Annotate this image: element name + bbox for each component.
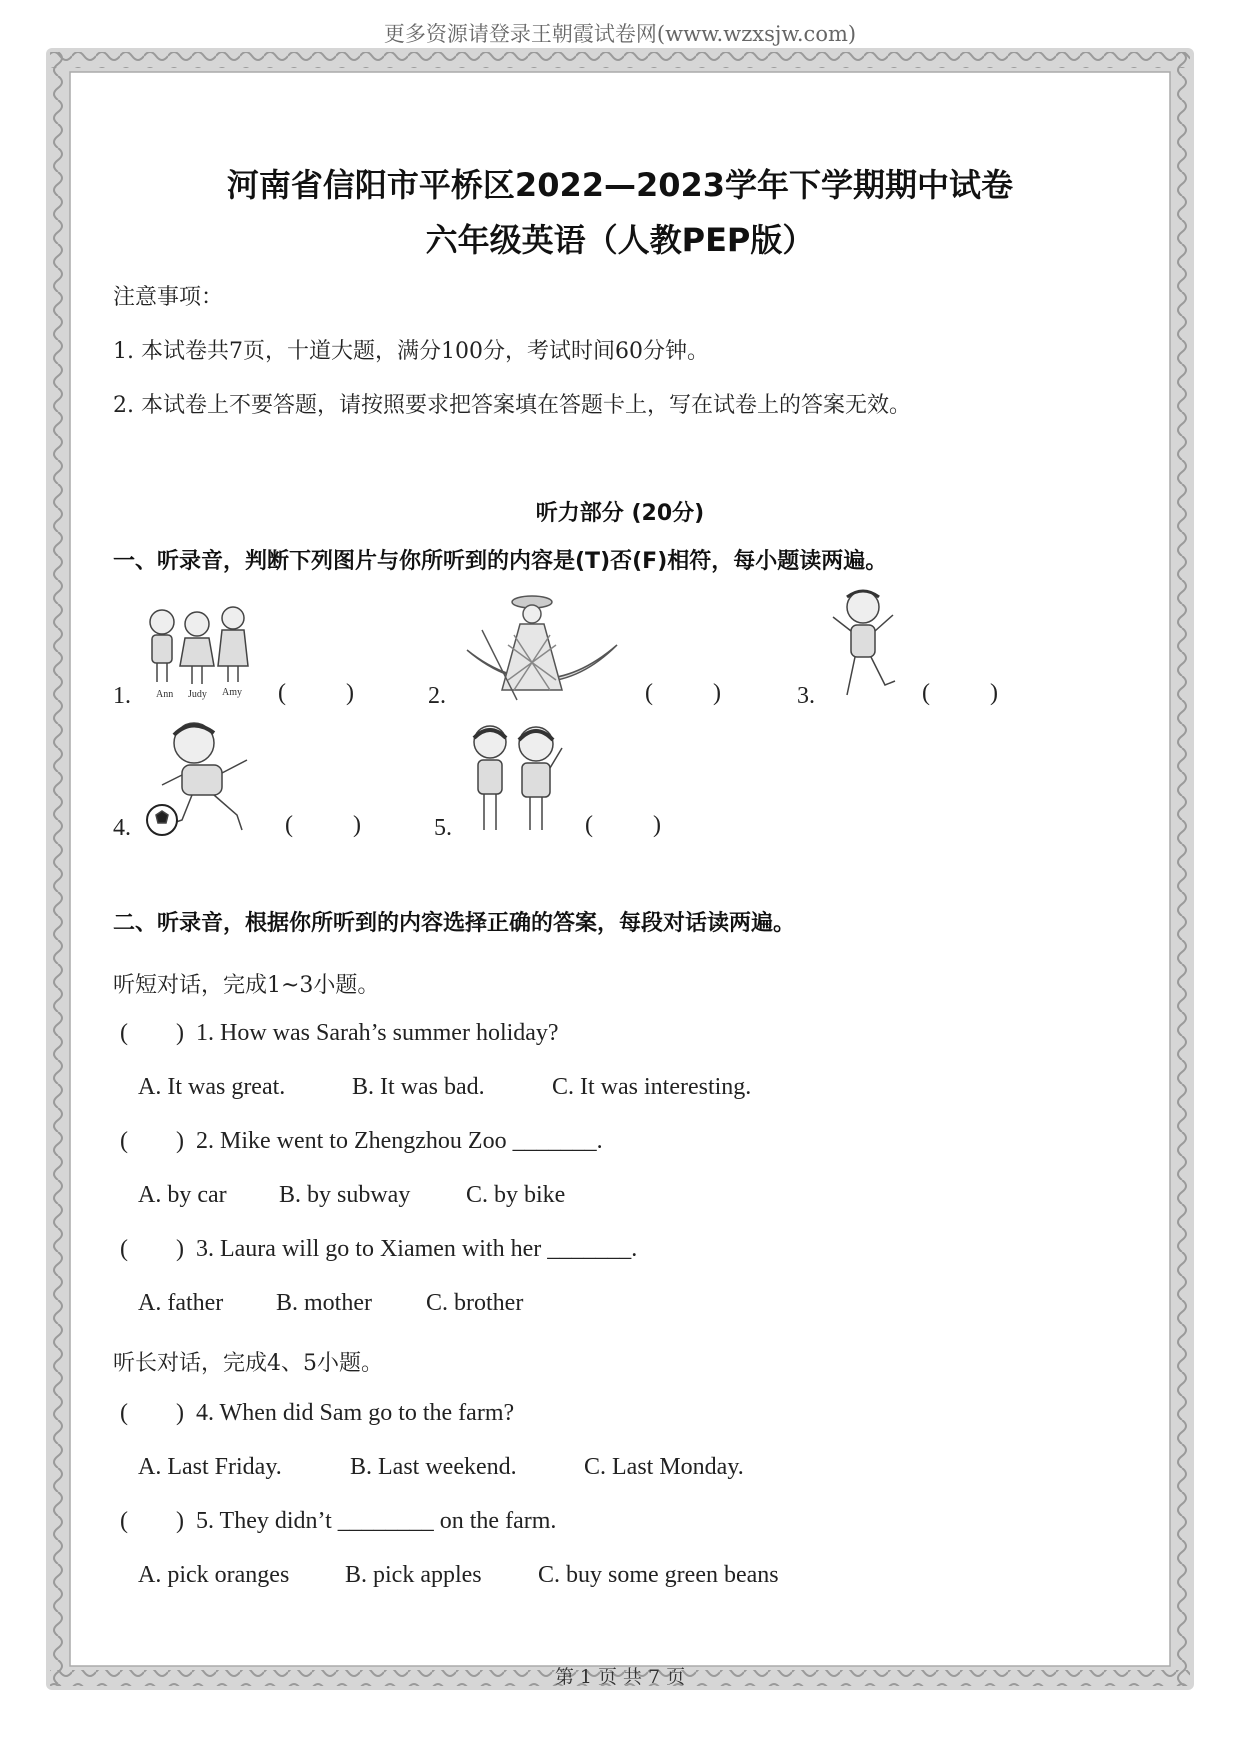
page-footer: 第 1 页 共 7 页 xyxy=(554,1666,686,1688)
note-item: 2. 本试卷上不要答题，请按照要求把答案填在答题卡上，写在试卷上的答案无效。 xyxy=(113,393,911,418)
answer-paren: ( ) xyxy=(645,680,721,706)
option-c: C. buy some green beans xyxy=(538,1562,779,1588)
option-a: A. It was great. xyxy=(138,1074,286,1100)
options-row xyxy=(138,1182,565,1209)
caption-ann: Ann xyxy=(156,689,174,700)
option-b: B. Last weekend. xyxy=(350,1454,517,1480)
answer-paren: ( ) xyxy=(922,680,998,706)
question-4: ( ) 4. When did Sam go to the farm? xyxy=(120,1400,515,1426)
watermark-text: 更多资源请登录王朝霞试卷网(www.wzxsjw.com) xyxy=(383,22,857,46)
caption-amy: Amy xyxy=(222,687,242,698)
options-row xyxy=(138,1290,523,1317)
long-dialogue-intro: 听长对话，完成4、5小题。 xyxy=(113,1351,383,1376)
short-dialogue-intro: 听短对话，完成1~3小题。 xyxy=(113,973,380,998)
picture-number: 2. xyxy=(428,683,446,709)
jumping-girl-icon xyxy=(825,585,905,705)
option-b: B. by subway xyxy=(279,1182,411,1208)
option-a: A. Last Friday. xyxy=(138,1454,282,1480)
exam-subtitle: 六年级英语（人教PEP版） xyxy=(425,221,815,259)
question-5: ( ) 5. They didn’t ________ on the farm. xyxy=(120,1508,557,1534)
caption-judy: Judy xyxy=(188,689,207,700)
picture-number: 3. xyxy=(797,683,815,709)
options-row xyxy=(138,1454,744,1481)
option-c: C. It was interesting. xyxy=(552,1074,752,1100)
answer-paren: ( ) xyxy=(285,812,361,838)
option-c: C. brother xyxy=(426,1290,524,1316)
section2-heading: 二、听录音，根据你所听到的内容选择正确的答案，每段对话读两遍。 xyxy=(113,911,796,936)
option-c: C. by bike xyxy=(466,1182,566,1208)
boy-football-icon xyxy=(142,715,262,840)
option-c: C. Last Monday. xyxy=(584,1454,744,1480)
options-row xyxy=(138,1074,751,1101)
option-b: B. mother xyxy=(276,1290,372,1316)
listening-part-heading: 听力部分 (20分) xyxy=(535,501,705,526)
two-girls-icon xyxy=(462,718,567,838)
boat-woman-icon xyxy=(462,590,622,705)
section1-heading: 一、听录音，判断下列图片与你所听到的内容是(T)否(F)相符，每小题读两遍。 xyxy=(113,549,888,574)
option-b: B. pick apples xyxy=(345,1562,482,1588)
question-2: ( ) 2. Mike went to Zhengzhou Zoo _______. xyxy=(120,1128,603,1154)
three-girls-icon xyxy=(140,600,255,705)
option-b: B. It was bad. xyxy=(352,1074,485,1100)
note-item: 1. 本试卷共7页，十道大题，满分100分，考试时间60分钟。 xyxy=(113,339,709,364)
answer-paren: ( ) xyxy=(278,680,354,706)
option-a: A. by car xyxy=(138,1182,227,1208)
answer-paren: ( ) xyxy=(585,812,661,838)
exam-title: 河南省信阳市平桥区2022—2023学年下学期期中试卷 xyxy=(226,166,1014,204)
notes-heading: 注意事项： xyxy=(113,285,224,310)
option-a: A. father xyxy=(138,1290,224,1316)
question-3: ( ) 3. Laura will go to Xiamen with her _______. xyxy=(120,1236,638,1262)
picture-number: 1. xyxy=(113,683,131,709)
question-1: ( ) 1. How was Sarah’s summer holiday? xyxy=(120,1020,559,1046)
option-a: A. pick oranges xyxy=(138,1562,290,1588)
picture-number: 4. xyxy=(113,815,131,841)
picture-number: 5. xyxy=(434,815,452,841)
options-row xyxy=(138,1562,779,1589)
